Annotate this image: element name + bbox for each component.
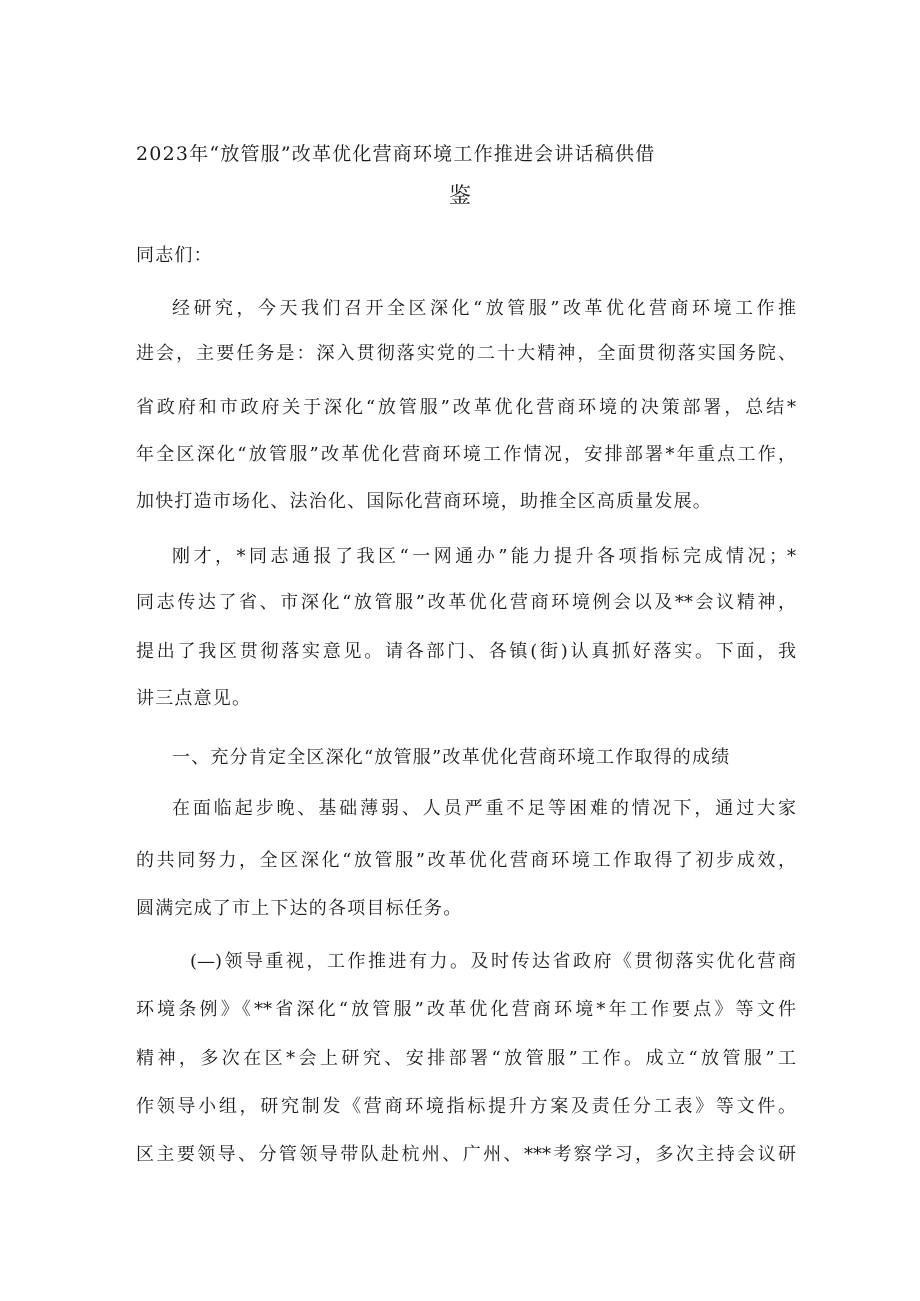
paragraph-2-line-2: 同志传达了省、市深化“放管服”改革优化营商环境例会以及**会议精神， — [136, 592, 796, 613]
paragraph-4-line-2: 环境条例》《**省深化“放管服”改革优化营商环境*年工作要点》等文件 — [136, 999, 796, 1020]
document-title-line-2: 鉴 — [448, 184, 471, 209]
paragraph-2-line-1: 刚才，*同志通报了我区“一网通办”能力提升各项指标完成情况；* — [172, 546, 796, 567]
paragraph-4-line-4: 作领导小组，研究制发《营商环境指标提升方案及责任分工表》等文件。 — [136, 1096, 796, 1117]
paragraph-3-line-1: 在面临起步晚、基础薄弱、人员严重不足等困难的情况下，通过大家 — [172, 798, 796, 819]
paragraph-2-line-3: 提出了我区贯彻落实意见。请各部门、各镇(街)认真抓好落实。下面，我 — [136, 641, 796, 662]
paragraph-1-line-3: 省政府和市政府关于深化“放管服”改革优化营商环境的决策部署，总结* — [136, 397, 796, 418]
paragraph-4-line-3: 精神，多次在区*会上研究、安排部署“放管服”工作。成立“放管服”工 — [136, 1048, 796, 1069]
paragraph-1-line-2: 进会，主要任务是：深入贯彻落实党的二十大精神，全面贯彻落实国务院、 — [136, 343, 796, 364]
paragraph-1-line-4: 年全区深化“放管服”改革优化营商环境工作情况，安排部署*年重点工作， — [136, 444, 796, 465]
paragraph-4-line-1: (—)领导重视，工作推进有力。及时传达省政府《贯彻落实优化营商 — [190, 951, 796, 972]
section-heading-1: 一、充分肯定全区深化“放管服”改革优化营商环境工作取得的成绩 — [172, 747, 731, 768]
salutation: 同志们： — [136, 245, 213, 266]
paragraph-3-line-2: 的共同努力，全区深化“放管服”改革优化营商环境工作取得了初步成效， — [136, 850, 796, 871]
paragraph-1-line-5: 加快打造市场化、法治化、国际化营商环境，助推全区高质量发展。 — [136, 491, 712, 512]
paragraph-2-line-4: 讲三点意见。 — [136, 688, 252, 709]
paragraph-1-line-1: 经研究，今天我们召开全区深化“放管服”改革优化营商环境工作推 — [172, 298, 796, 319]
paragraph-4-line-5: 区主要领导、分管领导带队赴杭州、广州、***考察学习，多次主持会议研 — [136, 1144, 796, 1165]
paragraph-3-line-3: 圆满完成了市上下达的各项目标任务。 — [136, 898, 463, 919]
document-title-line-1: 2023年“放管服”改革优化营商环境工作推进会讲话稿供借 — [136, 143, 656, 165]
